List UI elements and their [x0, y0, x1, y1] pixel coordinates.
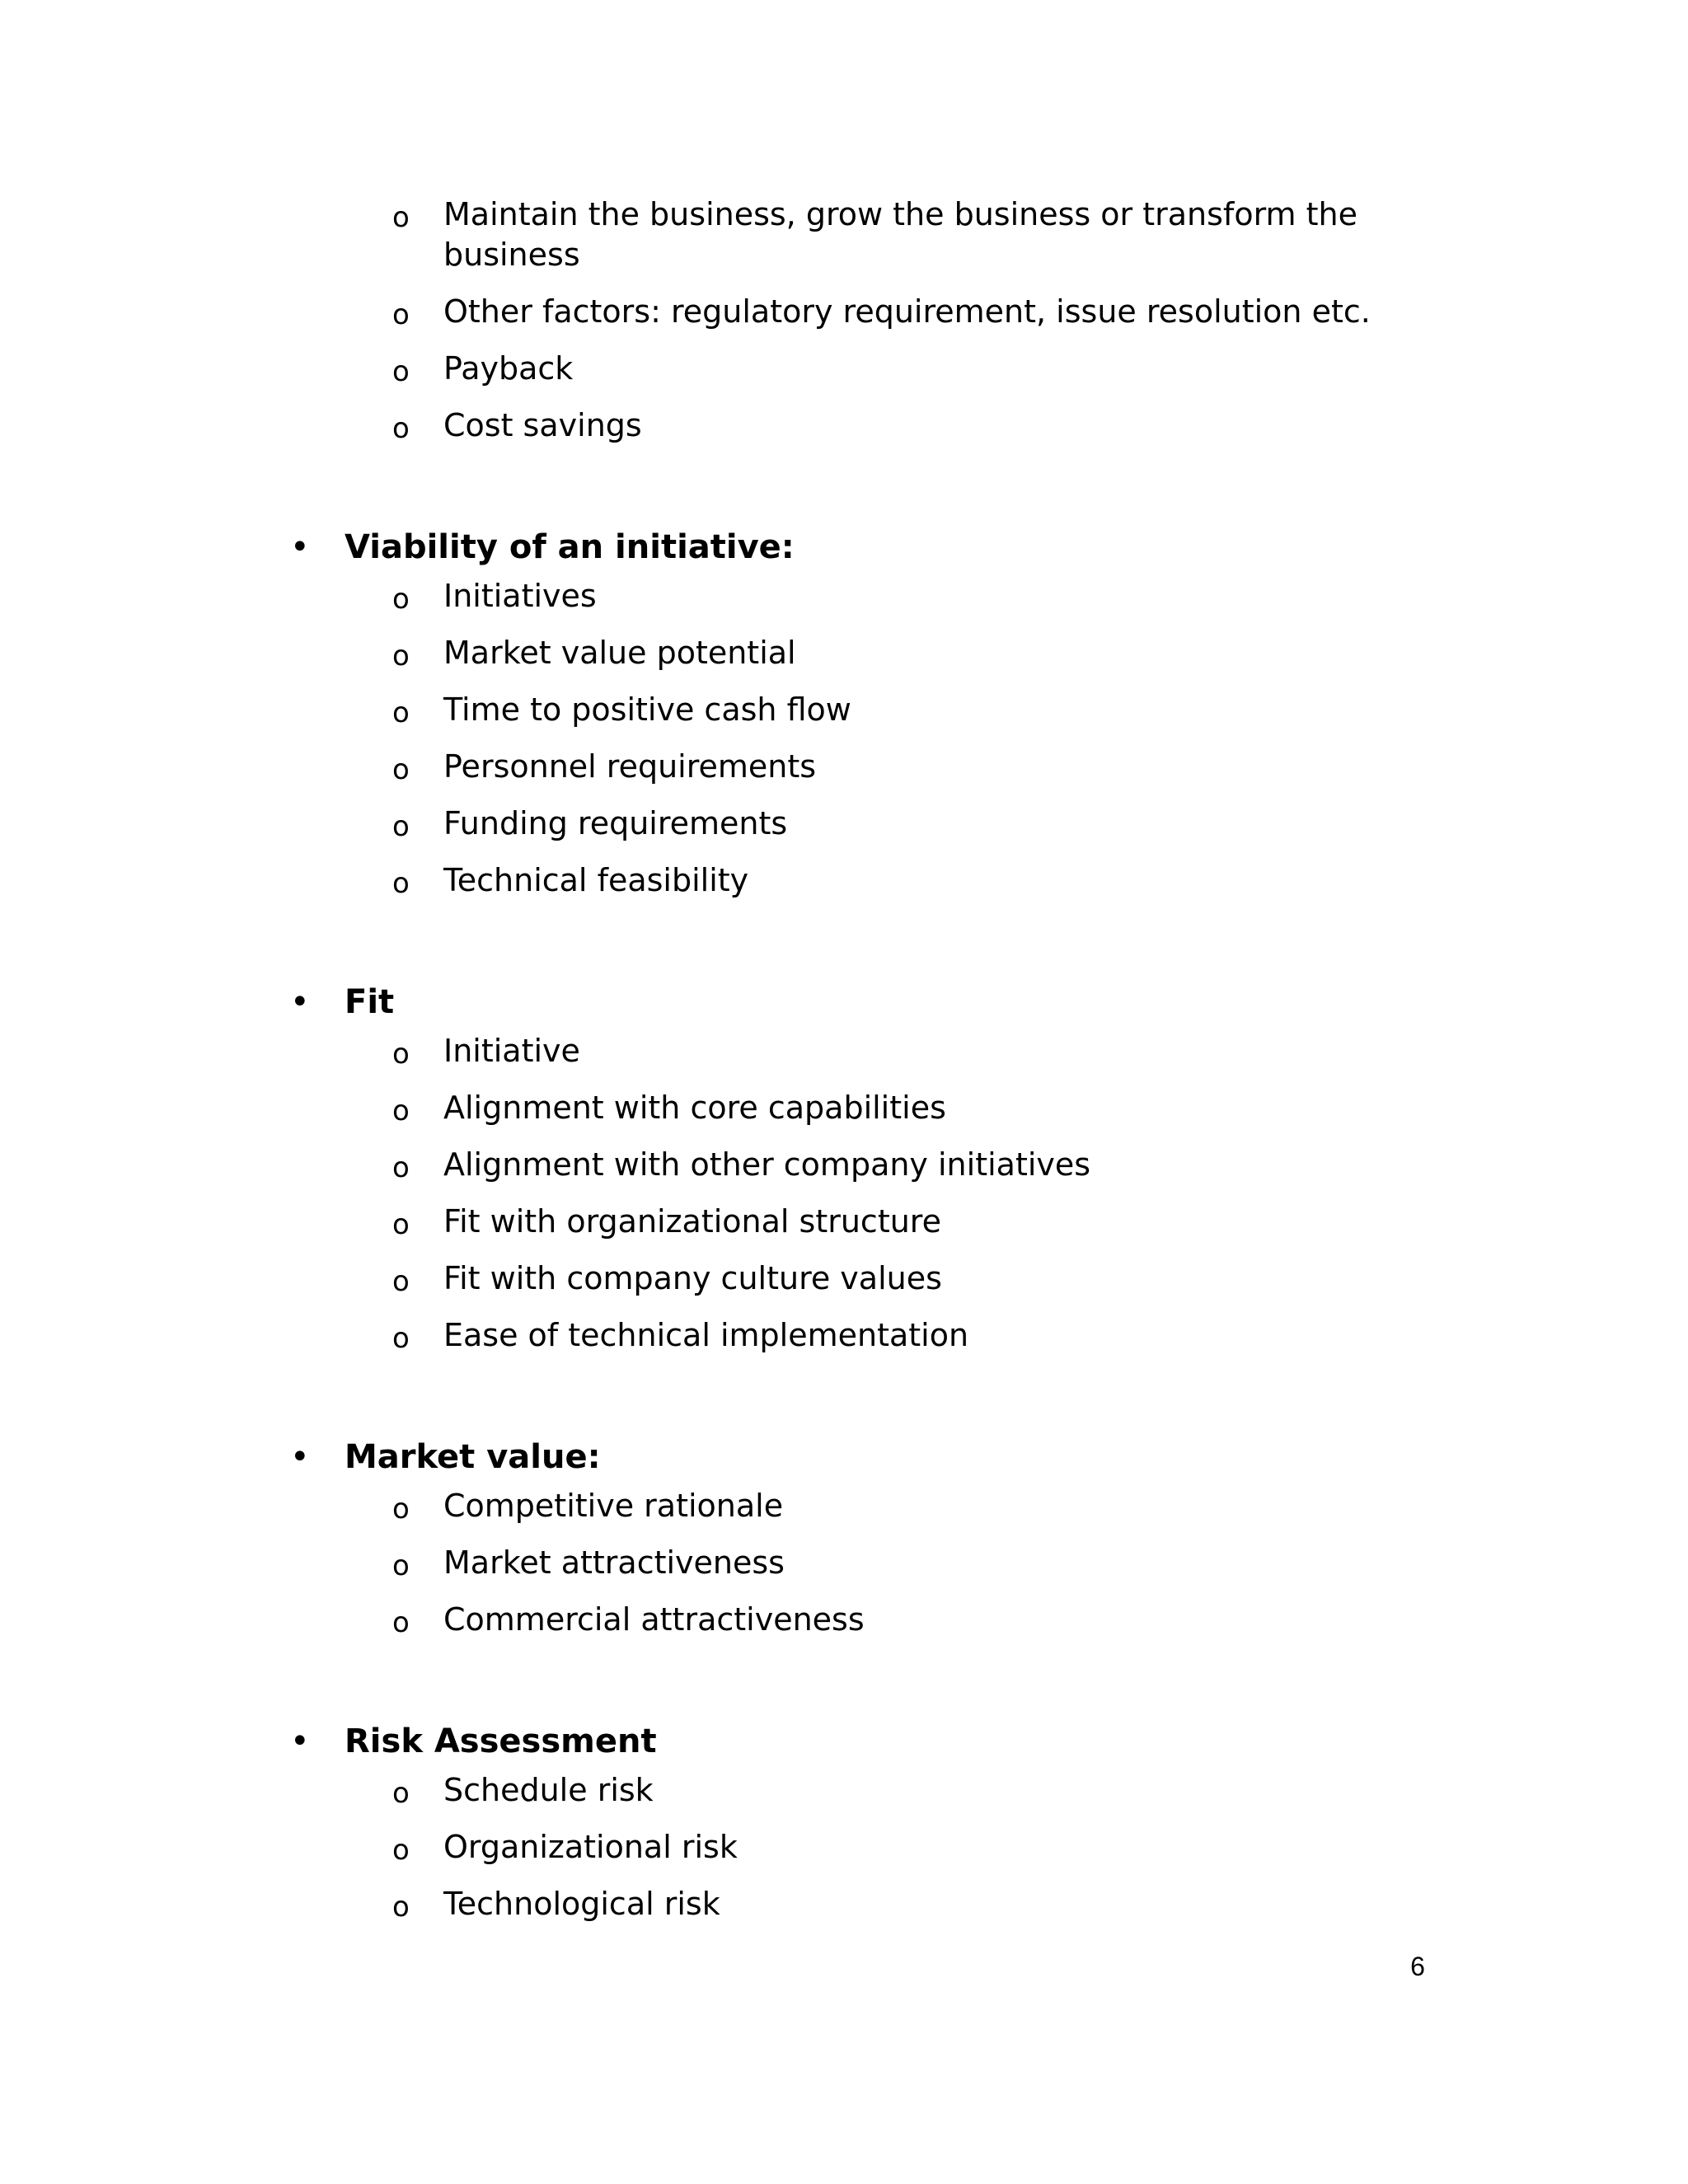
list-item-text: Schedule risk — [443, 1772, 654, 1808]
document-content — [290, 194, 1444, 1998]
list-item — [290, 405, 1444, 462]
section-list — [290, 1486, 1444, 1657]
list-item-text: Ease of technical implementation — [443, 1317, 969, 1353]
list-item-text: Funding requirements — [443, 805, 788, 841]
section-market-value — [290, 1429, 1444, 1657]
sub-bullet: o — [392, 1151, 410, 1184]
section-list — [290, 1031, 1444, 1372]
sub-bullet: o — [392, 1094, 410, 1127]
sub-bullet: o — [392, 201, 410, 234]
list-item-text: Technological risk — [443, 1886, 720, 1922]
section-viability — [290, 519, 1444, 917]
list-item — [290, 1031, 1444, 1088]
list-item — [290, 1486, 1444, 1543]
section-list — [290, 1770, 1444, 1941]
list-item-text: Market value potential — [443, 635, 796, 671]
section-heading — [290, 1429, 1444, 1486]
list-item — [290, 194, 1444, 292]
sub-bullet: o — [392, 355, 410, 388]
sub-bullet: o — [392, 1265, 410, 1298]
section-list — [290, 576, 1444, 917]
section-heading — [290, 519, 1444, 576]
list-item — [290, 690, 1444, 747]
list-item-text: Technical feasibility — [443, 862, 749, 898]
sub-bullet: o — [392, 1834, 410, 1867]
list-item — [290, 1884, 1444, 1941]
list-item — [290, 633, 1444, 690]
list-item-text: Time to positive cash flow — [443, 691, 851, 728]
list-item-text: Fit with company culture values — [443, 1260, 942, 1296]
list-item-text: Other factors: regulatory requirement, issue resolution etc. — [443, 293, 1371, 330]
list-item — [290, 1258, 1444, 1315]
sub-bullet: o — [392, 298, 410, 331]
section-heading-text: Fit — [345, 983, 395, 1021]
list-item-text: Alignment with other company initiatives — [443, 1146, 1091, 1183]
sub-bullet: o — [392, 1038, 410, 1071]
list-item — [290, 1088, 1444, 1145]
sub-bullet: o — [392, 1208, 410, 1241]
sub-bullet: o — [392, 1322, 410, 1355]
list-item — [290, 1543, 1444, 1600]
section-heading — [290, 974, 1444, 1031]
section-risk-assessment — [290, 1713, 1444, 1941]
list-item — [290, 1202, 1444, 1258]
sub-bullet: o — [392, 1891, 410, 1924]
list-item — [290, 1145, 1444, 1202]
section-heading-text: Risk Assessment — [345, 1722, 657, 1760]
sub-bullet: o — [392, 1549, 410, 1582]
intro-section — [290, 194, 1444, 462]
section-heading — [290, 1713, 1444, 1770]
list-item — [290, 1770, 1444, 1827]
list-item — [290, 576, 1444, 633]
list-item — [290, 1827, 1444, 1884]
list-item-text: Fit with organizational structure — [443, 1203, 941, 1240]
sub-bullet: o — [392, 640, 410, 673]
list-item — [290, 349, 1444, 405]
list-item — [290, 292, 1444, 349]
sub-bullet: o — [392, 1493, 410, 1526]
intro-list — [290, 194, 1444, 462]
list-item — [290, 747, 1444, 804]
list-item — [290, 860, 1444, 917]
list-item — [290, 1315, 1444, 1372]
sub-bullet: o — [392, 753, 410, 786]
list-item-text: Initiative — [443, 1033, 580, 1069]
sub-bullet: o — [392, 810, 410, 843]
list-item-text: Cost savings — [443, 407, 642, 443]
list-item-text: Payback — [443, 350, 574, 387]
list-item-text: Organizational risk — [443, 1829, 738, 1865]
list-item — [290, 804, 1444, 860]
sub-bullet: o — [392, 583, 410, 616]
list-item-text: Personnel requirements — [443, 748, 817, 785]
bullet: • — [290, 983, 310, 1021]
bullet: • — [290, 1722, 310, 1760]
sub-bullet: o — [392, 1606, 410, 1639]
list-item-text: Maintain the business, grow the business or transform the business — [443, 196, 1357, 273]
sub-bullet: o — [392, 1777, 410, 1810]
bullet: • — [290, 1438, 310, 1476]
list-item-text: Competitive rationale — [443, 1488, 784, 1524]
bullet: • — [290, 528, 310, 566]
sub-bullet: o — [392, 867, 410, 900]
page-number: 6 — [1410, 1952, 1425, 1981]
list-item-text: Market attractiveness — [443, 1544, 785, 1581]
list-item — [290, 1600, 1444, 1657]
section-fit — [290, 974, 1444, 1372]
section-heading-text: Viability of an initiative: — [345, 528, 795, 566]
list-item-text: Alignment with core capabilities — [443, 1090, 946, 1126]
sub-bullet: o — [392, 412, 410, 445]
section-heading-text: Market value: — [345, 1438, 601, 1476]
sub-bullet: o — [392, 696, 410, 729]
list-item-text: Commercial attractiveness — [443, 1601, 865, 1638]
list-item-text: Initiatives — [443, 578, 597, 614]
